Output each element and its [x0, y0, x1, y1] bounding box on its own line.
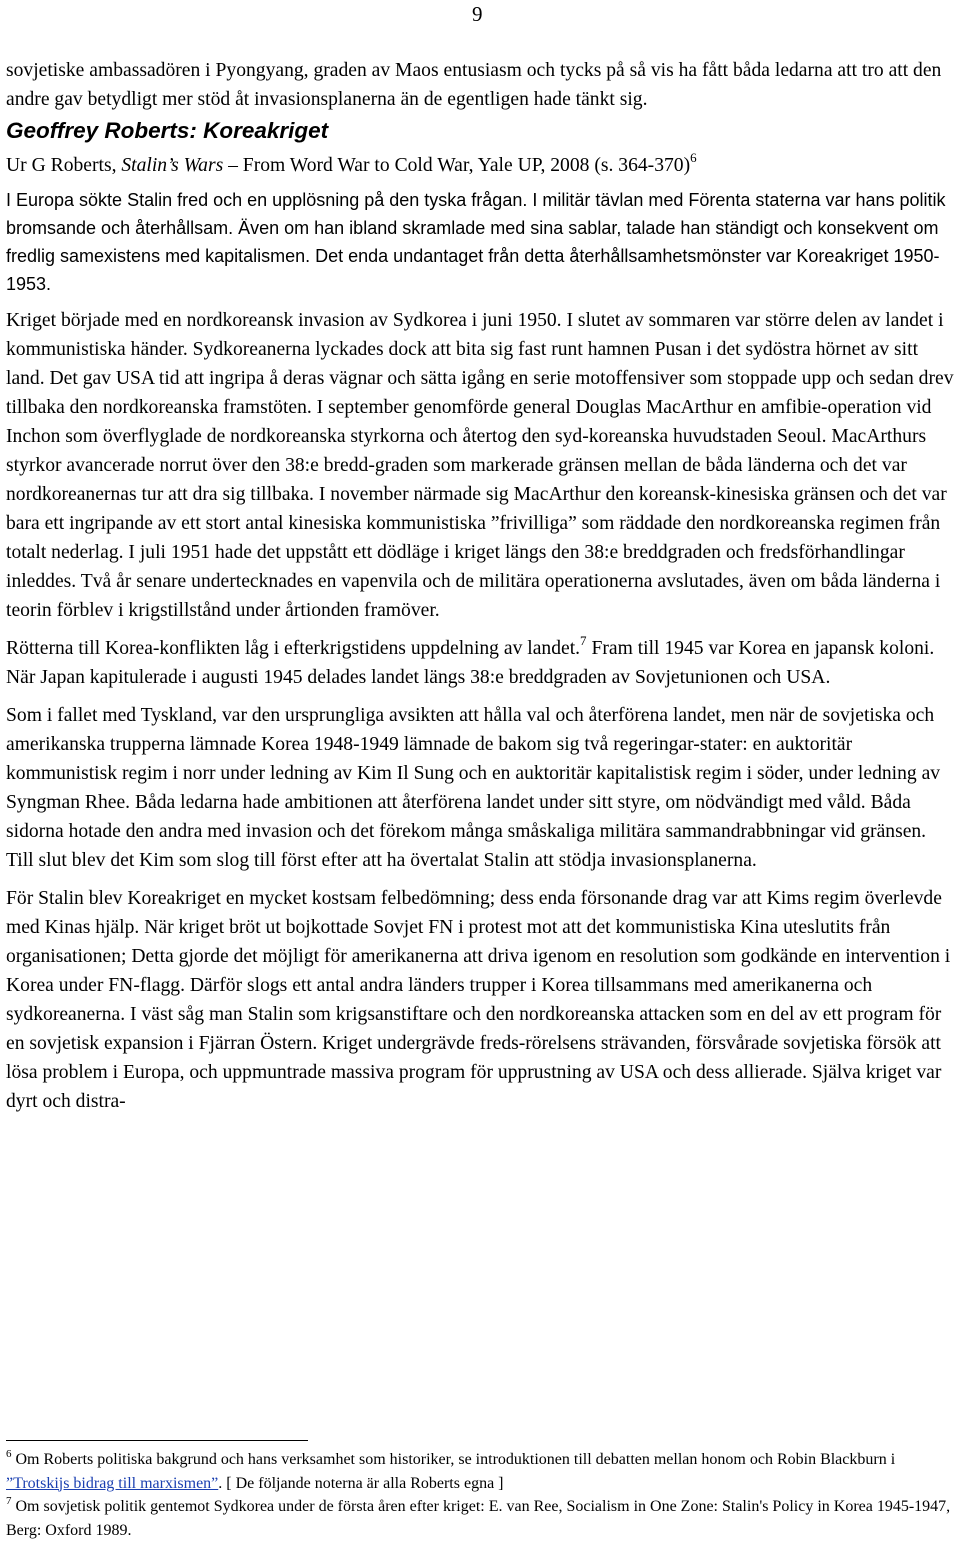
footnotes: [6, 1448, 954, 1542]
section-heading: Geoffrey Roberts: Koreakriget: [6, 118, 329, 143]
paragraph-roots-of-conflict: [6, 634, 954, 692]
footnote-6-number: 6: [6, 1448, 12, 1460]
paragraph-roots-part2: Fram till 1945 var Korea en japansk koloni. När Japan kapitulerade i augusti 1945 delades landet längs 38:e breddgraden av Sovjetunionen och USA.: [6, 638, 935, 688]
paragraph-roots-part1: Rötterna till Korea-konflikten låg i efterkrigstidens uppdelning av landet.: [6, 638, 581, 659]
lead-paragraph: I Europa sökte Stalin fred och en upplösning på den tyska frågan. I militär tävlan med Förenta staterna var hans politik bromsande och återhållsam. Även om han ibland skramlade med sina sablar, talade han ständigt och konsekvent om fredlig samexistens med kapitalismen. Det enda undantaget från detta återhållsamhetsmönster var Koreakriget 1950-1953.: [6, 190, 946, 294]
footnote-7-number: 7: [6, 1495, 12, 1507]
footnote-6-text-after: . [ De följande noterna är alla Roberts egna ]: [218, 1474, 504, 1492]
source-prefix: Ur G Roberts,: [6, 155, 122, 176]
paragraph-two-regimes: Som i fallet med Tyskland, var den ursprungliga avsikten att hålla val och återförena landet, men när de sovjetiska och amerikanska trupperna lämnade Korea 1948-1949 lämnade de bakom sig två regeringar-stater: en auktoritär kommunistisk regim i norr under ledning av Kim Il Sung och en auktoritär kapitalistisk regim i söder, under ledning av Syngman Rhee. Båda ledarna hade ambitionen att återförena landet under sitt styre, om nödvändigt med våld. Båda sidorna hotade den andra med invasion och det förekom många småskaliga militära sammandrabbningar vid gränsen. Till slut blev det Kim som slog till först efter att ha övertalat Stalin att stödja invasionsplanerna.: [6, 705, 941, 871]
page-number: 9: [472, 2, 483, 26]
intro-paragraph: sovjetiske ambassadören i Pyongyang, graden av Maos entusiasm och tycks på så vis ha fått båda ledarna att tro att den andre gav betydligt mer stöd åt invasionsplanerna än de egentligen hade tänkt sig.: [6, 60, 942, 110]
paragraph-korean-war-course: Kriget började med en nordkoreansk invasion av Sydkorea i juni 1950. I slutet av sommaren var större delen av landet i kommunistiska händer. Sydkoreanerna lyckades dock att bita sig fast runt hamnen Pusan i det sydöstra hörnet av sitt land. Det gav USA tid att ingripa å deras vägnar och sätta igång en serie motoffensiver som stoppade upp och sedan drev tillbaka den nordkoreanska framstöten. I september genomförde general Douglas MacArthur en amfibie-operation vid Inchon som överflyglade de nordkoreanska styrkorna och återtog den syd-koreanska huvudstaden Seoul. MacArthurs styrkor avancerade norrut över den 38:e bredd-graden som markerade gränsen mellan de båda länderna och det var nordkoreanernas tur att dra sig tillbaka. I november närmade sig MacArthur den koreansk-kinesiska gränsen och det var bara ett ingripande av ett stort antal kinesiska kommunistiska ”frivilliga” som räddade den nordkoreanska regimen från totalt nederlag. I juli 1951 hade det uppstått ett dödläge i kriget längs den 38:e breddgraden och fredsförhandlingar inleddes. Två år senare undertecknades en vapenvila och de militära operationerna avslutades, även om båda länderna i teorin förblev i krigstillstånd under årtionden framöver.: [6, 310, 954, 621]
footnote-7: [6, 1495, 954, 1542]
paragraph-stalin-misjudgement: För Stalin blev Koreakriget en mycket kostsam felbedömning; dess enda försonande drag var att Kims regim överlevde med Kinas hjälp. När kriget bröt ut bojkottade Sovjet FN i protest mot att det kommunistiska Kina uteslutits från organisationen; Detta gjorde det möjligt för amerikanerna att driva igenom en resolution som godkände en intervention i Korea under FN-flagg. Därför slogs ett antal andra länders trupper i Korea tillsammans med amerikanerna och sydkoreanerna. I väst såg man Stalin som krigsanstiftare och den nordkoreanska attacken som en del av ett program för en sovjetisk expansion i Fjärran Östern. Kriget undergrävde freds-rörelsens strävanden, försvårade sovjetiska försök att lösa problem i Europa, och uppmuntrade massiva program för upprustning av USA och dess allierade. Själva kriget var dyrt och distra-: [6, 888, 951, 1112]
footnote-7-text: Om sovjetisk politik gentemot Sydkorea under de första åren efter kriget: E. van Ree, Socialism in One Zone: Stalin's Policy in Korea 1945-1947, Berg: Oxford 1989.: [6, 1498, 951, 1539]
source-suffix: – From Word War to Cold War, Yale UP, 2008 (s. 364-370): [223, 155, 691, 176]
footnote-ref-7[interactable]: 7: [580, 633, 587, 648]
footnote-6-text-before: Om Roberts politiska bakgrund och hans verksamhet som historiker, se introduktionen till debatten mellan honom och Robin Blackburn i: [11, 1451, 896, 1468]
source-book-title: Stalin’s Wars: [121, 155, 224, 176]
footnote-separator: [6, 1440, 308, 1441]
footnote-ref-6[interactable]: 6: [690, 150, 697, 165]
footnote-6: [6, 1448, 954, 1495]
source-citation: [6, 152, 954, 180]
page-content: [6, 56, 954, 1125]
footnote-6-link[interactable]: ”Trotskijs bidrag till marxismen”: [6, 1474, 219, 1492]
